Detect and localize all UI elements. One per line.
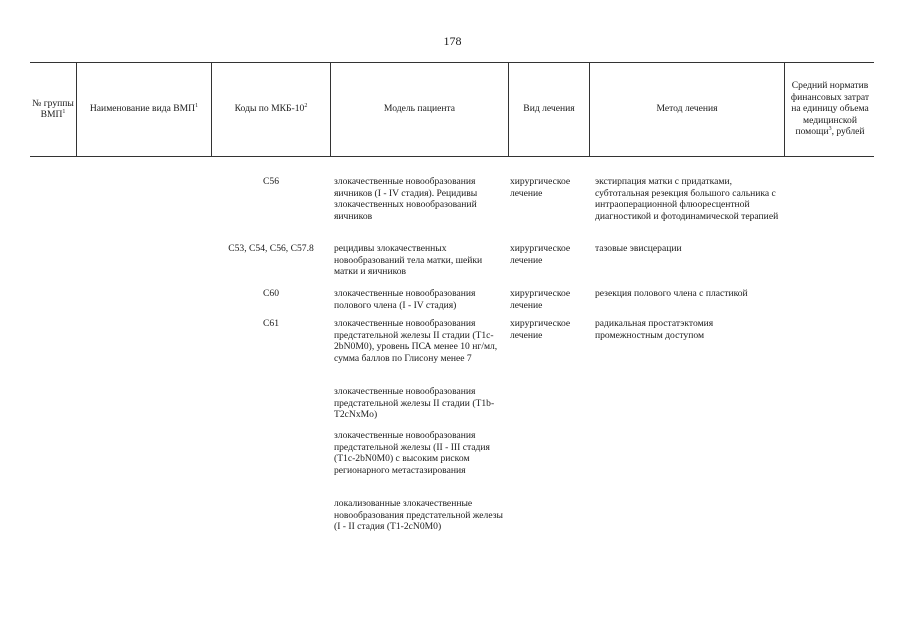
icd-code: C60	[263, 288, 279, 299]
treatment-type: хирургическое лечение	[510, 318, 571, 341]
header-icd-codes	[212, 62, 330, 156]
patient-model: злокачественные новообразования полового члена (I - IV стадия)	[334, 288, 476, 311]
icd-code: C61	[263, 318, 279, 329]
patient-model: злокачественные новообразования предстательной железы II стадии (T1b-T2cNxMo)	[334, 386, 495, 421]
header-icd-codes-text: Коды по МКБ-10	[234, 103, 305, 115]
header-treatment-method-text: Метод лечения	[656, 103, 718, 115]
patient-model: злокачественные новообразования предстательной железы II стадии (T1c-2bN0M0), уровень ПСА менее 10 нг/мл, сумма баллов по Глисону менее 7	[334, 318, 498, 364]
icd-code: C53, C54, C56, C57.8	[228, 243, 314, 254]
treatment-method: экстирпация матки с придатками, субтотальная резекция большого сальника с интраоперационной флюоресцентной диагностикой и фотодинамической терапией	[595, 176, 779, 222]
header-vmp-name-text: Наименование вида ВМП	[89, 103, 196, 115]
patient-model: злокачественные новообразования предстательной железы (II - III стадия (T1c-2bN0M0) с высоким риском регионарного метастазирования	[334, 430, 490, 476]
treatment-type: хирургическое лечение	[510, 176, 571, 199]
treatment-method: тазовые эвисцерации	[595, 243, 682, 254]
icd-code: C56	[263, 176, 279, 187]
patient-model: злокачественные новообразования яичников (I - IV стадия). Рецидивы злокачественных новообразований яичников	[334, 176, 478, 222]
header-patient-model	[331, 62, 508, 156]
treatment-type: хирургическое лечение	[510, 288, 571, 311]
header-treatment-method	[590, 62, 784, 156]
header-treatment-type-text: Вид лечения	[523, 103, 575, 115]
patient-model: локализованные злокачественные новообразования предстательной железы (I - II стадия (T1-2cN0M0)	[334, 498, 503, 533]
patient-model: рецидивы злокачественных новообразований тела матки, шейки матки и яичников	[334, 243, 483, 278]
header-patient-model-text: Модель пациента	[383, 103, 456, 115]
treatment-method: резекция полового члена с пластикой	[595, 288, 748, 299]
footnote-mark: 3	[828, 126, 832, 133]
header-treatment-type	[509, 62, 589, 156]
footnote-mark: 2	[304, 103, 308, 110]
header-avg-cost-unit: , рублей	[831, 126, 865, 138]
footnote-mark: 1	[195, 103, 199, 110]
treatment-type: хирургическое лечение	[510, 243, 571, 266]
footnote-mark: 1	[62, 108, 66, 115]
header-group-number-text: № группы ВМП	[32, 97, 74, 120]
page-number: 178	[443, 34, 462, 48]
header-avg-cost-text: Средний норматив финансовых затрат на единицу объема медицинской помощи	[790, 80, 870, 138]
header-divider	[784, 62, 785, 156]
header-avg-cost	[786, 62, 874, 156]
header-group-number	[30, 62, 76, 156]
header-vmp-name	[77, 62, 211, 156]
treatment-method: радикальная простатэктомия промежностным доступом	[595, 318, 714, 341]
header-bottom-rule	[30, 156, 874, 157]
